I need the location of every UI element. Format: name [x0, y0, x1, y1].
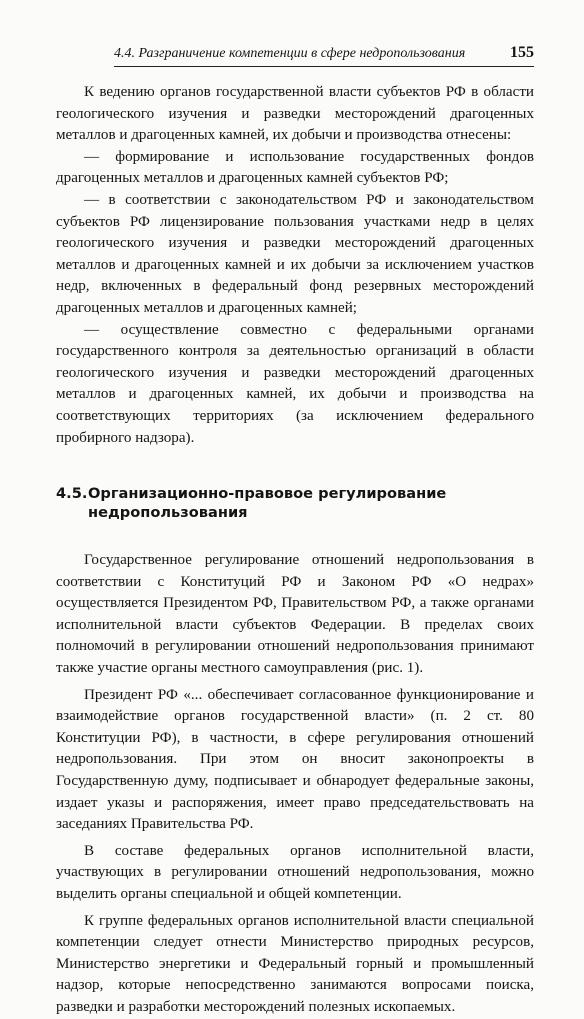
body-paragraph: В составе федеральных органов исполнительной власти, участвующих в регулировании отношений недропользования, можно выделить органы специальной и общей компетенции. [56, 842, 534, 902]
header-rule [114, 66, 534, 67]
section-heading [56, 484, 534, 522]
list-item-paragraph: — в соответствии с законодательством РФ и законодательством субъектов РФ лицензирование пользования участками недр в целях геологического изучения и разведки месторождений драгоценных металлов и драгоценных камней и их добычи за исключением участков недр, включенных в федеральный фонд резервных месторождений драгоценных металлов и драгоценных камней; [56, 191, 534, 316]
section-number: 4.5. [56, 485, 88, 503]
page-body [56, 82, 534, 1019]
section-title-line2: недропользования [88, 504, 248, 522]
body-paragraph: Президент РФ «... обеспечивает согласованное функционирование и взаимодействие органов государственной власти» (п. 2 ст. 80 Конституции РФ), в частности, в сфере регулирования отношений недропользования. При этом он вносит законопроекты в Государственную думу, подписывает и обнародует федеральные законы, издает указы и распоряжения, имеет право председательствовать на заседаниях Правительства РФ. [56, 686, 534, 833]
running-header [114, 44, 534, 64]
section-title-line1: Организационно-правовое регулирование [88, 485, 447, 503]
page-number: 155 [510, 44, 534, 61]
body-paragraph: К группе федеральных органов исполнительной власти специальной компетенции следует отнести Министерство природных ресурсов, Министерство энергетики и Федеральный горный и промышленный надзор, которые непосредственно занимаются вопросами поиска, разведки и разработки месторождений полезных ископаемых. [56, 912, 534, 1015]
intro-paragraph: К ведению органов государственной власти субъектов РФ в области геологического изучения и разведки месторождений драгоценных металлов и драгоценных камней, их добычи и производства отнесены: [56, 84, 534, 144]
body-paragraph: Государственное регулирование отношений недропользования в соответствии с Конституций РФ и Законом РФ «О недрах» осуществляется Президентом РФ, Правительством РФ, а также органами исполнительной власти субъектов Федерации. В пределах своих полномочий в регулировании отношений недропользования принимают также участие органы местного самоуправления (рис. 1). [56, 552, 534, 677]
running-title: 4.4. Разграничение компетенции в сфере недропользования [114, 46, 466, 61]
list-item-paragraph: — осуществление совместно с федеральными органами государственного контроля за деятельностью организаций в области геологического изучения и разведки месторождений драгоценных металлов и драгоценных камней, их добычи и производства на соответствующих территориях (за исключением федерального пробирного надзора). [56, 321, 534, 446]
list-item-paragraph: — формирование и использование государственных фондов драгоценных металлов и драгоценных камней субъектов РФ; [56, 148, 534, 187]
